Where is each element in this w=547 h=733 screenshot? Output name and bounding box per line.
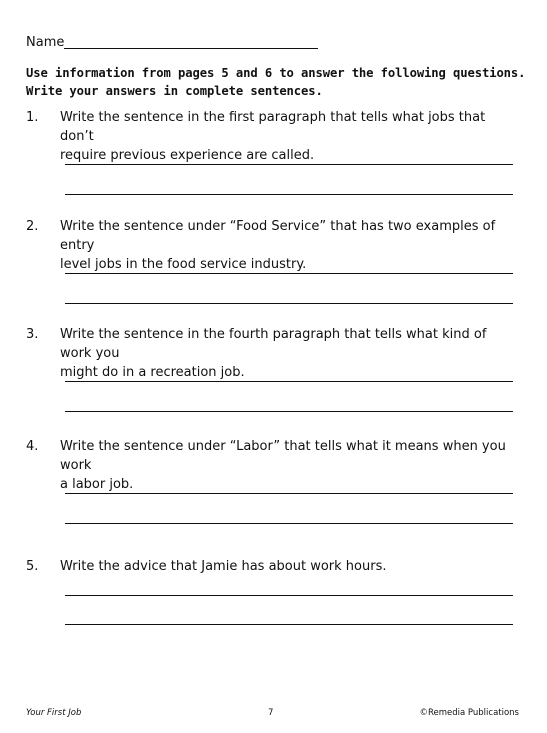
question-number: 5.: [26, 559, 39, 574]
question-text: [60, 557, 520, 576]
question-number: 1.: [26, 110, 39, 125]
answer-line-2[interactable]: [65, 194, 513, 195]
answer-line-1[interactable]: [65, 595, 513, 596]
answer-line-2[interactable]: [65, 624, 513, 625]
question-text-line-1: Write the sentence under “Labor” that tells what it means when you work: [60, 439, 506, 473]
question-text-line-2: require previous experience are called.: [60, 148, 315, 163]
answer-line-1[interactable]: [65, 164, 513, 165]
question-text-line-1: Write the advice that Jamie has about work hours.: [60, 559, 387, 574]
question-text-line-2: might do in a recreation job.: [60, 365, 245, 380]
answer-line-1[interactable]: [65, 381, 513, 382]
name-input-line[interactable]: [64, 48, 318, 49]
question-text-line-2: a labor job.: [60, 477, 134, 492]
footer-publisher: ©Remedia Publications: [419, 708, 519, 718]
question-number: 4.: [26, 439, 39, 454]
answer-line-2[interactable]: [65, 411, 513, 412]
name-label: Name: [26, 35, 65, 50]
question-text-line-2: level jobs in the food service industry.: [60, 257, 307, 272]
answer-line-2[interactable]: [65, 523, 513, 524]
answer-line-1[interactable]: [65, 273, 513, 274]
footer-book-title: Your First Job: [26, 708, 82, 718]
question-text-line-1: Write the sentence in the fourth paragraph that tells what kind of work you: [60, 327, 487, 361]
question-number: 2.: [26, 219, 39, 234]
question-text: [60, 325, 520, 382]
question-text: [60, 108, 520, 165]
question-text-line-1: Write the sentence under “Food Service” that has two examples of entry: [60, 219, 496, 253]
instructions: [26, 64, 526, 100]
question-text-line-1: Write the sentence in the first paragraph that tells what jobs that don’t: [60, 110, 486, 144]
footer-page-number: 7: [268, 708, 274, 718]
instructions-line-1: Use information from pages 5 and 6 to answer the following questions.: [26, 66, 526, 80]
question-number: 3.: [26, 327, 39, 342]
answer-line-2[interactable]: [65, 303, 513, 304]
question-text: [60, 437, 520, 494]
answer-line-1[interactable]: [65, 493, 513, 494]
question-text: [60, 217, 520, 274]
instructions-line-2: Write your answers in complete sentences.: [26, 84, 323, 98]
